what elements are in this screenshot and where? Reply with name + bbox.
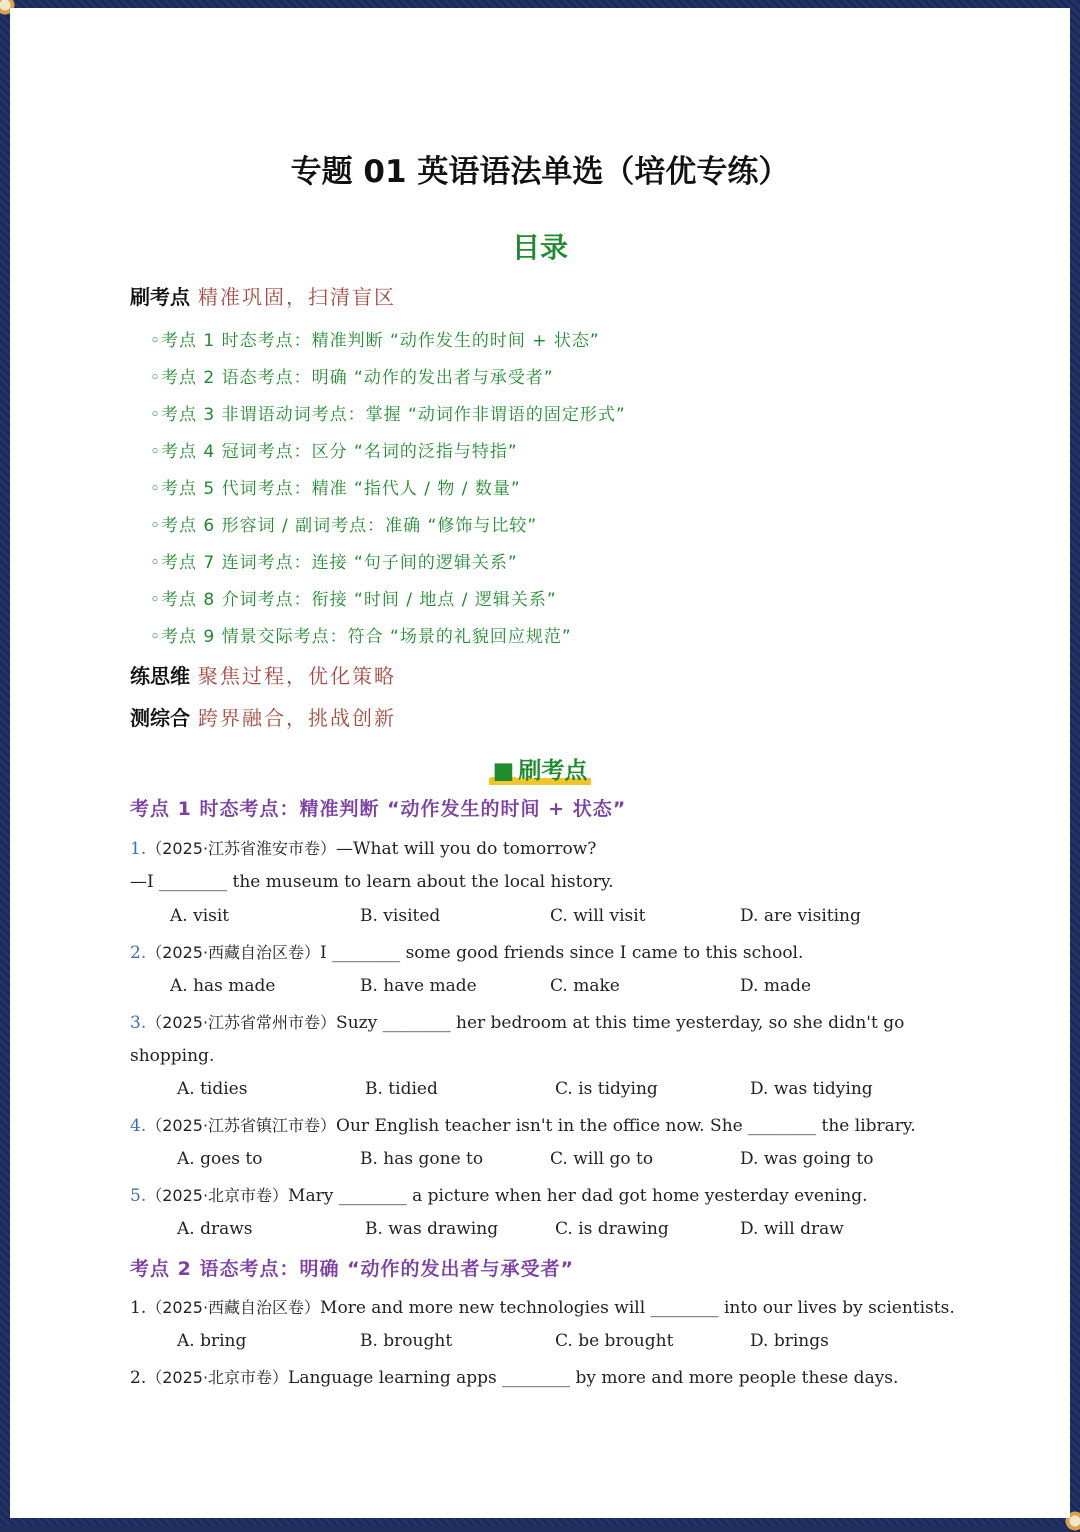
question-number: 2. <box>130 943 147 963</box>
question-source: （2025·江苏省常州市卷） <box>146 1013 337 1032</box>
option-a[interactable]: A. bring <box>177 1331 247 1351</box>
option-b[interactable]: B. has gone to <box>360 1149 484 1169</box>
square-icon: ■ <box>492 758 515 784</box>
option-d[interactable]: D. are visiting <box>740 906 861 926</box>
option-c[interactable]: C. make <box>550 976 620 996</box>
toc-section-label: 测综合 <box>130 706 190 730</box>
option-c[interactable]: C. will visit <box>550 906 646 926</box>
question-number: 3. <box>130 1013 147 1033</box>
toc-section-label: 练思维 <box>130 664 190 688</box>
kaodian-2-heading: 考点 2 语态考点：明确 “动作的发出者与承受者” <box>130 1258 575 1280</box>
toc-item-7[interactable]: ◦考点 7 连词考点：连接 “句子间的逻辑关系” <box>150 553 518 573</box>
question-text: Suzy ________ her bedroom at this time yesterday, so she didn't go <box>336 1013 905 1033</box>
question-3-line2: shopping. <box>130 1046 215 1066</box>
option-b[interactable]: B. was drawing <box>365 1219 499 1239</box>
option-a[interactable]: A. goes to <box>177 1149 263 1169</box>
option-d[interactable]: D. was tidying <box>750 1079 873 1099</box>
toc-item-9[interactable]: ◦考点 9 情景交际考点：符合 “场景的礼貌回应规范” <box>150 627 572 647</box>
option-a[interactable]: A. has made <box>170 976 276 996</box>
question-text: Our English teacher isn't in the office now. She ________ the library. <box>336 1116 916 1136</box>
question-text: Language learning apps ________ by more and more people these days. <box>288 1368 899 1388</box>
document-page <box>10 8 1070 1518</box>
toc-item-1[interactable]: ◦考点 1 时态考点：精准判断 “动作发生的时间 + 状态” <box>150 331 600 351</box>
document-title: 专题 01 英语语法单选（培优专练） <box>290 154 790 190</box>
question-source: （2025·江苏省镇江市卷） <box>146 1116 337 1135</box>
question-number: 1. <box>130 1298 147 1318</box>
question-text: More and more new technologies will ________ into our lives by scientists. <box>320 1298 955 1318</box>
toc-item-4[interactable]: ◦考点 4 冠词考点：区分 “名词的泛指与特指” <box>150 442 518 462</box>
toc-item-3[interactable]: ◦考点 3 非谓语动词考点：掌握 “动词作非谓语的固定形式” <box>150 405 626 425</box>
option-c[interactable]: C. is drawing <box>555 1219 669 1239</box>
option-d[interactable]: D. brings <box>750 1331 829 1351</box>
question-source: （2025·西藏自治区卷） <box>146 943 321 962</box>
option-b[interactable]: B. brought <box>360 1331 453 1351</box>
toc-section-subtitle: 跨界融合，挑战创新 <box>198 706 396 730</box>
option-a[interactable]: A. draws <box>177 1219 253 1239</box>
question-4 <box>130 1113 916 1136</box>
toc-section-3[interactable] <box>130 702 396 731</box>
question-text: I ________ some good friends since I came to this school. <box>320 943 804 963</box>
question-5 <box>130 1183 868 1206</box>
section-heading-label: 刷考点 <box>516 752 589 785</box>
question-1 <box>130 836 596 859</box>
question-text: —What will you do tomorrow? <box>336 839 597 859</box>
option-c[interactable]: C. will go to <box>550 1149 654 1169</box>
option-c[interactable]: C. is tidying <box>555 1079 658 1099</box>
question-2 <box>130 940 803 963</box>
option-a[interactable]: A. tidies <box>177 1079 248 1099</box>
toc-section-label: 刷考点 <box>130 285 190 309</box>
question-number: 5. <box>130 1186 147 1206</box>
question-source: （2025·西藏自治区卷） <box>146 1298 321 1317</box>
toc-item-5[interactable]: ◦考点 5 代词考点：精准 “指代人 / 物 / 数量” <box>150 479 521 499</box>
question-1 <box>130 1295 955 1318</box>
question-2 <box>130 1365 898 1388</box>
question-source: （2025·北京市卷） <box>146 1186 289 1205</box>
toc-item-6[interactable]: ◦考点 6 形容词 / 副词考点：准确 “修饰与比较” <box>150 516 538 536</box>
option-b[interactable]: B. have made <box>360 976 477 996</box>
question-number: 4. <box>130 1116 147 1136</box>
question-3 <box>130 1010 904 1033</box>
toc-heading: 目录 <box>511 231 568 264</box>
option-c[interactable]: C. be brought <box>555 1331 674 1351</box>
option-d[interactable]: D. will draw <box>740 1219 844 1239</box>
option-b[interactable]: B. tidied <box>365 1079 438 1099</box>
option-d[interactable]: D. was going to <box>740 1149 874 1169</box>
option-a[interactable]: A. visit <box>170 906 230 926</box>
toc-item-2[interactable]: ◦考点 2 语态考点：明确 “动作的发出者与承受者” <box>150 368 554 388</box>
toc-section-1[interactable] <box>130 281 396 310</box>
toc-section-subtitle: 聚焦过程，优化策略 <box>198 664 396 688</box>
toc-section-subtitle: 精准巩固，扫清盲区 <box>198 285 396 309</box>
question-source: （2025·北京市卷） <box>146 1368 289 1387</box>
question-number: 2. <box>130 1368 147 1388</box>
section-heading <box>10 752 1070 785</box>
option-d[interactable]: D. made <box>740 976 812 996</box>
question-number: 1. <box>130 839 147 859</box>
question-1-line2: —I ________ the museum to learn about the local history. <box>130 872 614 892</box>
toc-item-8[interactable]: ◦考点 8 介词考点：衔接 “时间 / 地点 / 逻辑关系” <box>150 590 557 610</box>
toc-section-2[interactable] <box>130 660 396 689</box>
question-text: Mary ________ a picture when her dad got home yesterday evening. <box>288 1186 868 1206</box>
kaodian-1-heading: 考点 1 时态考点：精准判断 “动作发生的时间 + 状态” <box>130 798 627 820</box>
option-b[interactable]: B. visited <box>360 906 441 926</box>
question-source: （2025·江苏省淮安市卷） <box>146 839 337 858</box>
